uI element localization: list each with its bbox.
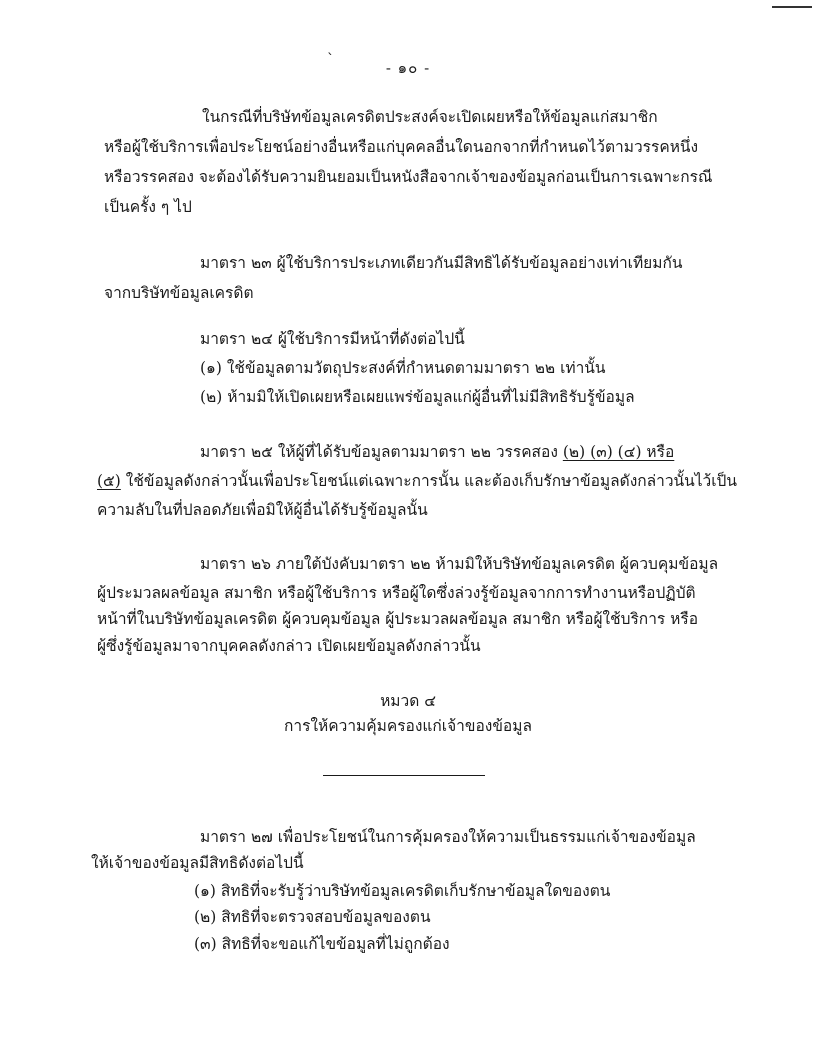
section-24-item-1: (๑) ใช้ข้อมูลตามวัตถุประสงค์ที่กำหนดตามมาตรา ๒๒ เท่านั้น — [200, 359, 606, 377]
page-number: - ๑๐ - — [385, 59, 431, 77]
section-23-line-2: จากบริษัทข้อมูลเครดิต — [104, 284, 254, 302]
para-1-line-4: เป็นครั้ง ๆ ไป — [104, 198, 192, 216]
section-26-line-4: ผู้ซึ่งรู้ข้อมูลมาจากบุคคลดังกล่าว เปิดเผยข้อมูลดังกล่าวนั้น — [97, 637, 481, 655]
section-25-line-1 — [200, 441, 674, 463]
section-25-line-1-underlined: (๒) (๓) (๔) หรือ — [562, 443, 675, 461]
chapter-subtitle: การให้ความคุ้มครองแก่เจ้าของข้อมูล — [284, 717, 532, 735]
para-1-line-3: หรือวรรคสอง จะต้องได้รับความยินยอมเป็นหนังสือจากเจ้าของข้อมูลก่อนเป็นการเฉพาะกรณี — [104, 168, 713, 186]
section-25-line-2-text: ใช้ข้อมูลดังกล่าวนั้นเพื่อประโยชน์แต่เฉพาะการนั้น และต้องเก็บรักษาข้อมูลดังกล่าวนั้นไว้เป็น — [120, 472, 737, 490]
section-26-line-3: หน้าที่ในบริษัทข้อมูลเครดิต ผู้ควบคุมข้อมูล ผู้ประมวลผลข้อมูล สมาชิก หรือผู้ใช้บริการ หรือ — [97, 610, 699, 628]
scan-speck: ` — [327, 52, 334, 68]
section-24-heading: มาตรา ๒๔ ผู้ใช้บริการมีหน้าที่ดังต่อไปนี้ — [200, 330, 465, 348]
section-27-line-1: มาตรา ๒๗ เพื่อประโยชน์ในการคุ้มครองให้ความเป็นธรรมแก่เจ้าของข้อมูล — [200, 828, 696, 846]
section-26-line-2: ผู้ประมวลผลข้อมูล สมาชิก หรือผู้ใช้บริการ หรือผู้ใดซึ่งล่วงรู้ข้อมูลจากการทำงานหรือปฏิบัติ — [97, 584, 696, 602]
section-25-line-1-text: มาตรา ๒๕ ให้ผู้ที่ได้รับข้อมูลตามมาตรา ๒๒ วรรคสอง — [200, 443, 563, 461]
section-27-item-3: (๓) สิทธิที่จะขอแก้ไขข้อมูลที่ไม่ถูกต้อง — [194, 935, 450, 953]
section-27-line-2: ให้เจ้าของข้อมูลมีสิทธิดังต่อไปนี้ — [91, 854, 304, 872]
section-25-line-2 — [97, 470, 737, 492]
section-24-item-2: (๒) ห้ามมิให้เปิดเผยหรือเผยแพร่ข้อมูลแก่ผู้อื่นที่ไม่มีสิทธิรับรู้ข้อมูล — [200, 388, 635, 406]
section-27-item-1: (๑) สิทธิที่จะรับรู้ว่าบริษัทข้อมูลเครดิตเก็บรักษาข้อมูลใดของตน — [194, 882, 611, 900]
para-1-line-1: ในกรณีที่บริษัทข้อมูลเครดิตประสงค์จะเปิดเผยหรือให้ข้อมูลแก่สมาชิก — [202, 108, 658, 126]
scan-edge-mark — [772, 0, 812, 8]
section-25-line-3: ความลับในที่ปลอดภัยเพื่อมิให้ผู้อื่นได้รับรู้ข้อมูลนั้น — [97, 501, 428, 519]
section-23-line-1: มาตรา ๒๓ ผู้ใช้บริการประเภทเดียวกันมีสิทธิได้รับข้อมูลอย่างเท่าเทียมกัน — [200, 254, 683, 272]
section-26-line-1: มาตรา ๒๖ ภายใต้บังคับมาตรา ๒๒ ห้ามมิให้บริษัทข้อมูลเครดิต ผู้ควบคุมข้อมูล — [200, 555, 719, 573]
chapter-title: หมวด ๔ — [380, 692, 436, 710]
para-1-line-2: หรือผู้ใช้บริการเพื่อประโยชน์อย่างอื่นหรือแก่บุคคลอื่นใดนอกจากที่กำหนดไว้ตามวรรคหนึ่ง — [104, 138, 699, 156]
section-27-item-2: (๒) สิทธิที่จะตรวจสอบข้อมูลของตน — [194, 908, 431, 926]
chapter-divider — [323, 775, 485, 776]
section-25-line-2-underlined: (๕) — [97, 472, 121, 490]
